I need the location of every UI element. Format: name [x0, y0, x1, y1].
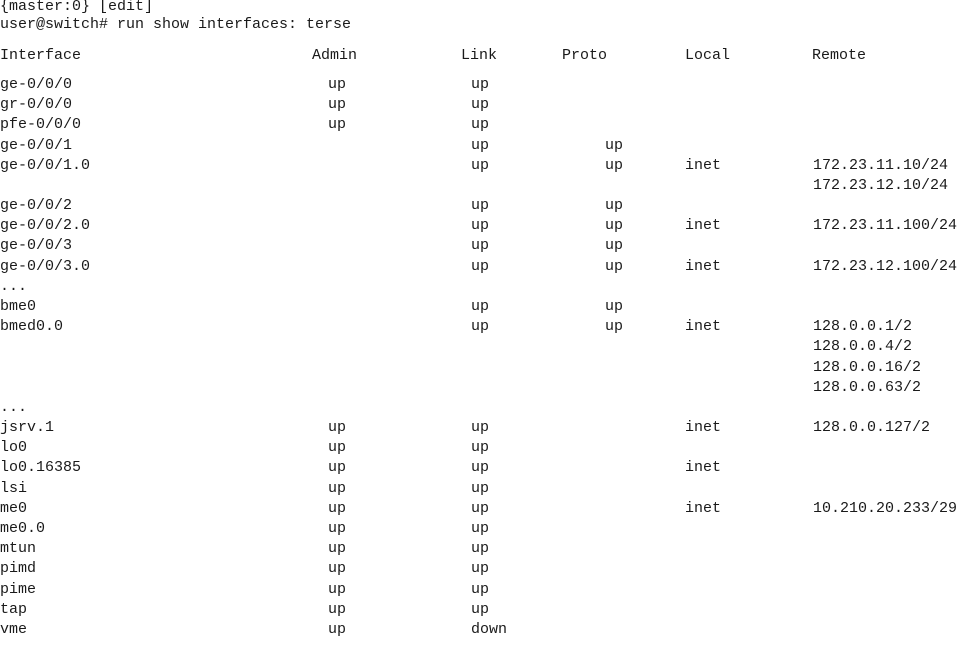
row-link-status: up [471, 419, 490, 437]
prompt-context: {master:0} [edit] [0, 0, 154, 15]
row-interface: tap [0, 600, 28, 618]
row-admin-status: up [328, 96, 347, 114]
row-interface: lo0 [0, 439, 28, 457]
row-link-status: up [471, 600, 490, 618]
table-row [0, 277, 973, 297]
header-local: Local [685, 47, 731, 64]
table-row [0, 580, 973, 600]
row-link-status: up [471, 499, 490, 517]
row-admin-status: up [328, 419, 347, 437]
row-interface: me0 [0, 499, 28, 517]
row-remote-address: 172.23.12.100/24 [813, 257, 958, 275]
table-row [0, 458, 973, 478]
row-admin-status: up [328, 499, 347, 517]
row-link-status: up [471, 217, 490, 235]
table-row [0, 539, 973, 559]
row-proto-status: up [605, 136, 624, 154]
row-link-status: up [471, 257, 490, 275]
table-row [0, 438, 973, 458]
table-header [0, 46, 973, 66]
row-proto-status: up [605, 197, 624, 215]
table-row [0, 216, 973, 236]
table-row [0, 418, 973, 438]
row-admin-status: up [328, 116, 347, 134]
row-local: inet [685, 156, 722, 174]
row-remote-address: 172.23.11.10/24 [813, 156, 949, 174]
table-row [0, 499, 973, 519]
header-remote: Remote [812, 47, 867, 64]
row-link-status: up [471, 297, 490, 315]
table-row [0, 600, 973, 620]
row-admin-status: up [328, 519, 347, 537]
row-link-status: up [471, 156, 490, 174]
row-link-status: up [471, 136, 490, 154]
row-admin-status: up [328, 439, 347, 457]
header-proto: Proto [562, 47, 608, 64]
row-link-status: up [471, 197, 490, 215]
row-interface: ... [0, 398, 28, 416]
row-interface: jsrv.1 [0, 419, 55, 437]
table-row [0, 297, 973, 317]
table-row [0, 95, 973, 115]
row-local: inet [685, 499, 722, 517]
row-remote-address: 128.0.0.4/2 [813, 338, 913, 356]
row-interface: me0.0 [0, 519, 46, 537]
table-row [0, 559, 973, 579]
row-remote-address: 172.23.11.100/24 [813, 217, 958, 235]
row-interface: ge-0/0/3.0 [0, 257, 91, 275]
row-interface: ge-0/0/1 [0, 136, 73, 154]
table-row [0, 176, 973, 196]
table-row [0, 236, 973, 256]
header-interface: Interface [0, 47, 82, 64]
table-row [0, 156, 973, 176]
row-interface: pime [0, 580, 37, 598]
row-remote-address: 10.210.20.233/29 [813, 499, 958, 517]
row-local: inet [685, 318, 722, 336]
row-admin-status: up [328, 620, 347, 638]
row-interface: ge-0/0/3 [0, 237, 73, 255]
table-row [0, 620, 973, 640]
row-admin-status: up [328, 540, 347, 558]
row-link-status: up [471, 116, 490, 134]
row-local: inet [685, 419, 722, 437]
row-admin-status: up [328, 459, 347, 477]
row-proto-status: up [605, 318, 624, 336]
row-interface: ge-0/0/0 [0, 76, 73, 93]
table-row [0, 115, 973, 135]
row-admin-status: up [328, 560, 347, 578]
row-link-status: up [471, 540, 490, 558]
row-interface: ge-0/0/2.0 [0, 217, 91, 235]
row-local: inet [685, 459, 722, 477]
row-interface: ge-0/0/1.0 [0, 156, 91, 174]
table-row [0, 257, 973, 277]
row-interface: lo0.16385 [0, 459, 82, 477]
row-proto-status: up [605, 217, 624, 235]
row-local: inet [685, 217, 722, 235]
row-remote-address: 128.0.0.1/2 [813, 318, 913, 336]
command-line: user@switch# run show interfaces: terse [0, 16, 352, 33]
row-interface: ge-0/0/2 [0, 197, 73, 215]
row-proto-status: up [605, 257, 624, 275]
row-link-status: up [471, 519, 490, 537]
table-row [0, 479, 973, 499]
table-row [0, 75, 973, 95]
row-interface: bme0 [0, 297, 37, 315]
table-row [0, 358, 973, 378]
row-link-status: up [471, 318, 490, 336]
table-row [0, 519, 973, 539]
row-remote-address: 128.0.0.16/2 [813, 358, 922, 376]
row-remote-address: 128.0.0.127/2 [813, 419, 931, 437]
row-admin-status: up [328, 580, 347, 598]
table-row [0, 196, 973, 216]
row-admin-status: up [328, 76, 347, 93]
table-row [0, 398, 973, 418]
row-link-status: up [471, 580, 490, 598]
row-interface: mtun [0, 540, 37, 558]
row-link-status: up [471, 76, 490, 93]
row-interface: pfe-0/0/0 [0, 116, 82, 134]
table-row [0, 378, 973, 398]
row-interface: pimd [0, 560, 37, 578]
row-interface: bmed0.0 [0, 318, 64, 336]
row-interface: vme [0, 620, 28, 638]
table-row [0, 317, 973, 337]
row-link-status: up [471, 479, 490, 497]
header-link: Link [461, 47, 498, 64]
row-proto-status: up [605, 297, 624, 315]
row-admin-status: up [328, 600, 347, 618]
header-admin: Admin [312, 47, 358, 64]
row-proto-status: up [605, 156, 624, 174]
row-interface: lsi [0, 479, 28, 497]
table-row [0, 136, 973, 156]
row-local: inet [685, 257, 722, 275]
row-proto-status: up [605, 237, 624, 255]
row-link-status: down [471, 620, 508, 638]
row-link-status: up [471, 439, 490, 457]
row-link-status: up [471, 459, 490, 477]
row-link-status: up [471, 237, 490, 255]
row-link-status: up [471, 560, 490, 578]
row-remote-address: 128.0.0.63/2 [813, 378, 922, 396]
table-row [0, 337, 973, 357]
row-interface: gr-0/0/0 [0, 96, 73, 114]
row-remote-address: 172.23.12.10/24 [813, 176, 949, 194]
row-admin-status: up [328, 479, 347, 497]
row-interface: ... [0, 277, 28, 295]
row-link-status: up [471, 96, 490, 114]
